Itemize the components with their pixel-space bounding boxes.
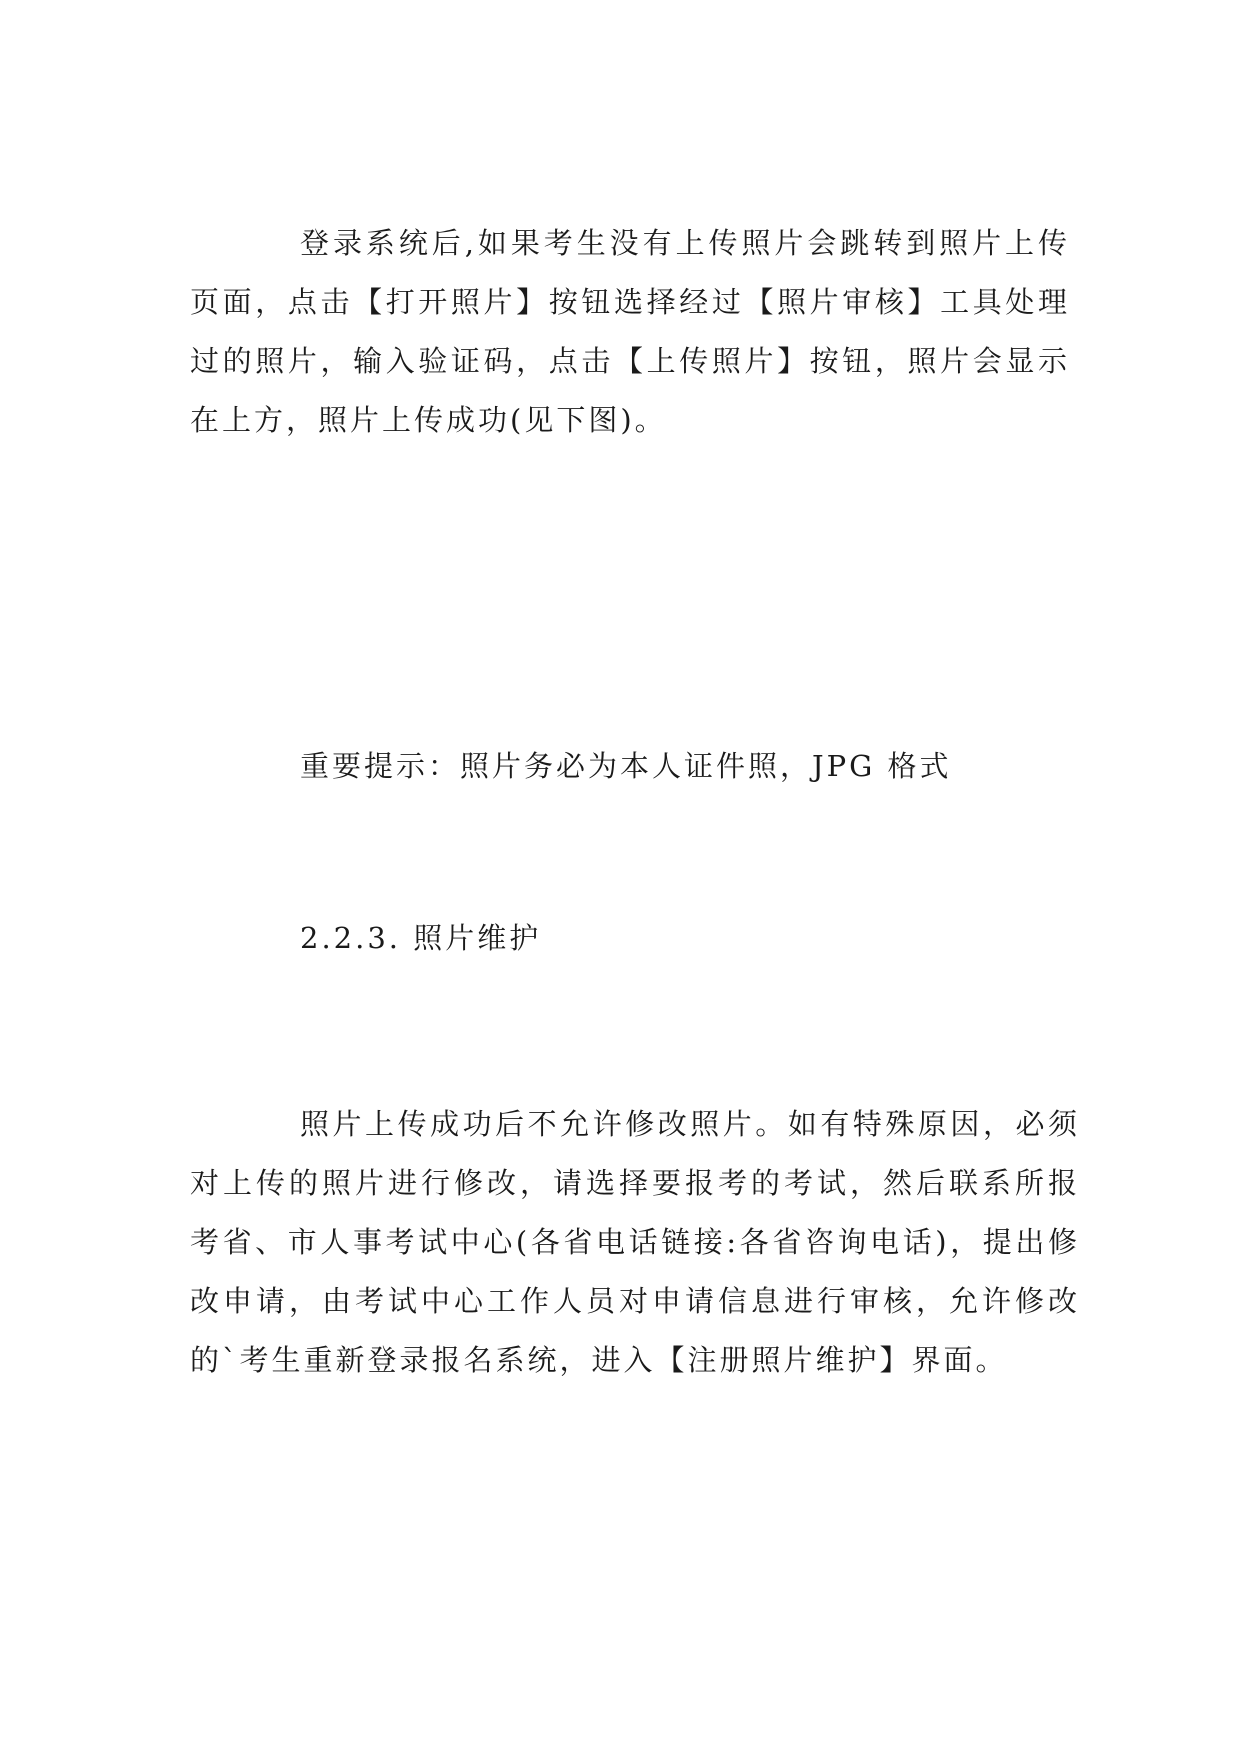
paragraph-photo-maintenance: 照片上传成功后不允许修改照片。如有特殊原因，必须对上传的照片进行修改，请选择要报考的考试，然后联系所报考省、市人事考试中心(各省电话链接:各省咨询电话)，提出修改申请，由考试中心工作人员对申请信息进行审核，允许修改的`考生重新登录报名系统，进入【注册照片维护】界面。 [190, 1107, 1080, 1377]
important-note: 重要提示：照片务必为本人证件照，JPG 格式 [300, 749, 952, 783]
section-heading: 2.2.3. 照片维护 [300, 921, 542, 955]
paragraph-photo-upload: 登录系统后,如果考生没有上传照片会跳转到照片上传页面，点击【打开照片】按钮选择经过【照片审核】工具处理过的照片，输入验证码，点击【上传照片】按钮，照片会显示在上方，照片上传成功(见下图)。 [190, 226, 1070, 437]
